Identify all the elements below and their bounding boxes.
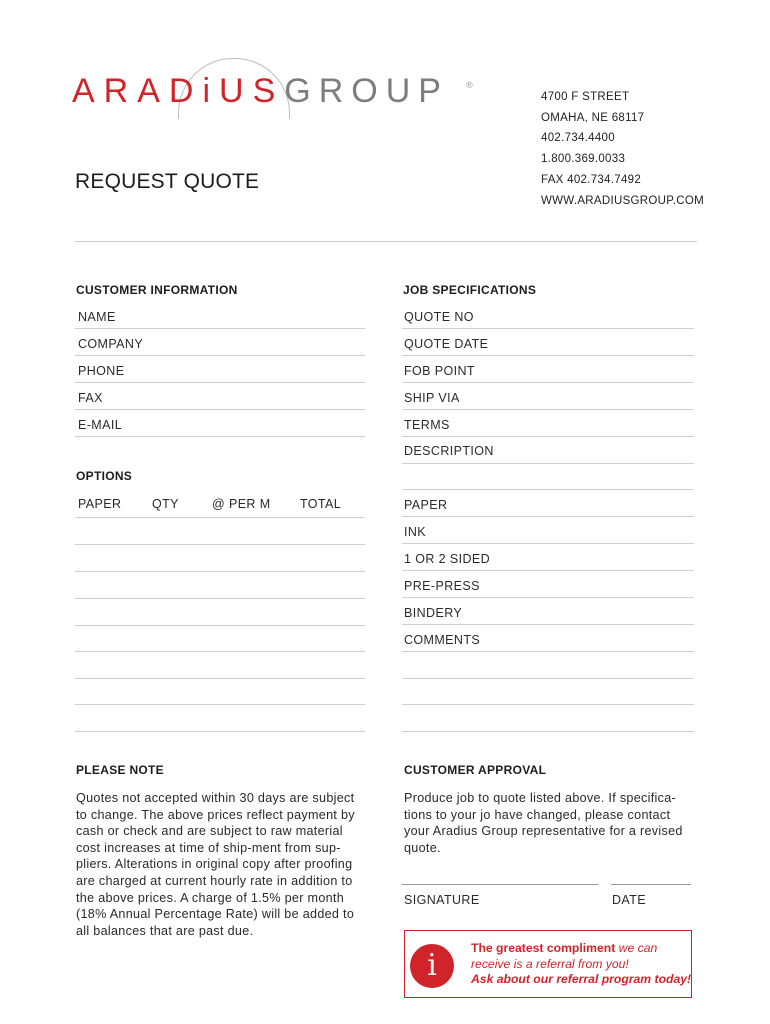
options-row-line[interactable]: [75, 704, 365, 705]
sided-label: 1 OR 2 SIDED: [404, 552, 491, 566]
company-field[interactable]: [75, 355, 365, 356]
terms-field[interactable]: [402, 436, 694, 437]
description-label: DESCRIPTION: [404, 444, 494, 458]
ship-via-label: SHIP VIA: [404, 391, 460, 405]
options-row-line[interactable]: [75, 651, 365, 652]
comments-field-line[interactable]: [402, 704, 694, 705]
referral-line-1-bold: The greatest compliment: [471, 941, 616, 955]
email-label: E-MAIL: [78, 418, 123, 432]
logo-gray-text: GROUP: [284, 72, 449, 110]
sided-field[interactable]: [402, 570, 694, 571]
note-line: cash or check and are subject to raw material: [76, 824, 343, 839]
comments-field-line[interactable]: [402, 678, 694, 679]
description-field-line[interactable]: [402, 489, 694, 490]
options-row-line[interactable]: [75, 544, 365, 545]
referral-line-2: receive is a referral from you!: [471, 956, 629, 971]
note-line: cost increases at time of ship-ment from sup-: [76, 840, 341, 855]
contact-city: OMAHA, NE 68117: [541, 112, 645, 124]
ink-label: INK: [404, 525, 427, 539]
bindery-label: BINDERY: [404, 606, 463, 620]
note-line: are charged at current hourly rate in addition to: [76, 873, 353, 888]
page-title: REQUEST QUOTE: [75, 170, 260, 193]
ship-via-field[interactable]: [402, 409, 694, 410]
referral-line-3: Ask about our referral program today!: [471, 972, 692, 986]
header-divider: [75, 241, 697, 242]
quote-no-field[interactable]: [402, 328, 694, 329]
pre-press-label: PRE-PRESS: [404, 579, 480, 593]
approval-text: [404, 790, 704, 856]
note-line: pliers. Alterations in original copy after proofing: [76, 857, 353, 872]
quote-date-label: QUOTE DATE: [404, 337, 489, 351]
aradius-logo: [72, 72, 482, 132]
description-field[interactable]: [402, 463, 694, 464]
options-row-line[interactable]: [75, 731, 365, 732]
name-label: NAME: [78, 310, 116, 324]
contact-street: 4700 F STREET: [541, 91, 630, 103]
options-row-line[interactable]: [75, 571, 365, 572]
options-heading: OPTIONS: [76, 469, 133, 483]
options-row-line[interactable]: [75, 625, 365, 626]
phone-field[interactable]: [75, 382, 365, 383]
approval-line: your Aradius Group representative for a revised: [404, 824, 683, 839]
referral-text: [471, 941, 691, 988]
terms-label: TERMS: [404, 418, 450, 432]
options-col-per-m: @ PER M: [212, 497, 271, 511]
approval-line: Produce job to quote listed above. If specifica-: [404, 791, 677, 805]
email-field[interactable]: [75, 436, 365, 437]
comments-field-line[interactable]: [402, 731, 694, 732]
signature-field[interactable]: [402, 884, 598, 885]
note-line: all balances that are past due.: [76, 923, 254, 938]
fax-field[interactable]: [75, 409, 365, 410]
comments-label: COMMENTS: [404, 633, 481, 647]
bindery-field[interactable]: [402, 624, 694, 625]
note-line: (18% Annual Percentage Rate) will be added to: [76, 907, 355, 922]
fob-point-label: FOB POINT: [404, 364, 475, 378]
note-line: to change. The above prices reflect payment by: [76, 807, 355, 822]
approval-line: quote.: [404, 840, 441, 855]
contact-tollfree: 1.800.369.0033: [541, 153, 626, 165]
quote-date-field[interactable]: [402, 355, 694, 356]
phone-label: PHONE: [78, 364, 125, 378]
date-label: DATE: [612, 893, 647, 907]
contact-website[interactable]: WWW.ARADIUSGROUP.COM: [541, 195, 704, 207]
company-label: COMPANY: [78, 337, 144, 351]
paper-label: PAPER: [404, 498, 448, 512]
quote-no-label: QUOTE NO: [404, 310, 474, 324]
pre-press-field[interactable]: [402, 597, 694, 598]
registered-mark: ®: [466, 80, 473, 90]
please-note-heading: PLEASE NOTE: [76, 763, 164, 777]
options-col-total: TOTAL: [300, 497, 342, 511]
note-line: Quotes not accepted within 30 days are subject: [76, 791, 355, 805]
signature-label: SIGNATURE: [404, 893, 480, 907]
job-spec-heading: JOB SPECIFICATIONS: [403, 283, 537, 297]
referral-line-1: [471, 941, 691, 957]
customer-info-heading: CUSTOMER INFORMATION: [76, 283, 238, 297]
options-col-paper: PAPER: [78, 497, 122, 511]
name-field[interactable]: [75, 328, 365, 329]
date-field[interactable]: [611, 884, 691, 885]
referral-line-1-rest: we can: [615, 941, 658, 955]
options-row-line[interactable]: [75, 678, 365, 679]
fob-point-field[interactable]: [402, 382, 694, 383]
comments-field[interactable]: [402, 651, 694, 652]
paper-field[interactable]: [402, 516, 694, 517]
options-row-line[interactable]: [75, 598, 365, 599]
fax-label: FAX: [78, 391, 103, 405]
info-icon: i: [410, 944, 454, 988]
customer-approval-heading: CUSTOMER APPROVAL: [404, 763, 547, 777]
options-row-line[interactable]: [75, 517, 365, 518]
ink-field[interactable]: [402, 543, 694, 544]
contact-phone: 402.734.4400: [541, 132, 615, 144]
note-line: the above prices. A charge of 1.5% per month: [76, 890, 345, 905]
please-note-text: [76, 790, 376, 939]
logo-red-text: ARADiUS: [72, 72, 285, 110]
options-col-qty: QTY: [152, 497, 179, 511]
approval-line: tions to your jo have changed, please contact: [404, 807, 671, 822]
contact-fax: FAX 402.734.7492: [541, 174, 642, 186]
